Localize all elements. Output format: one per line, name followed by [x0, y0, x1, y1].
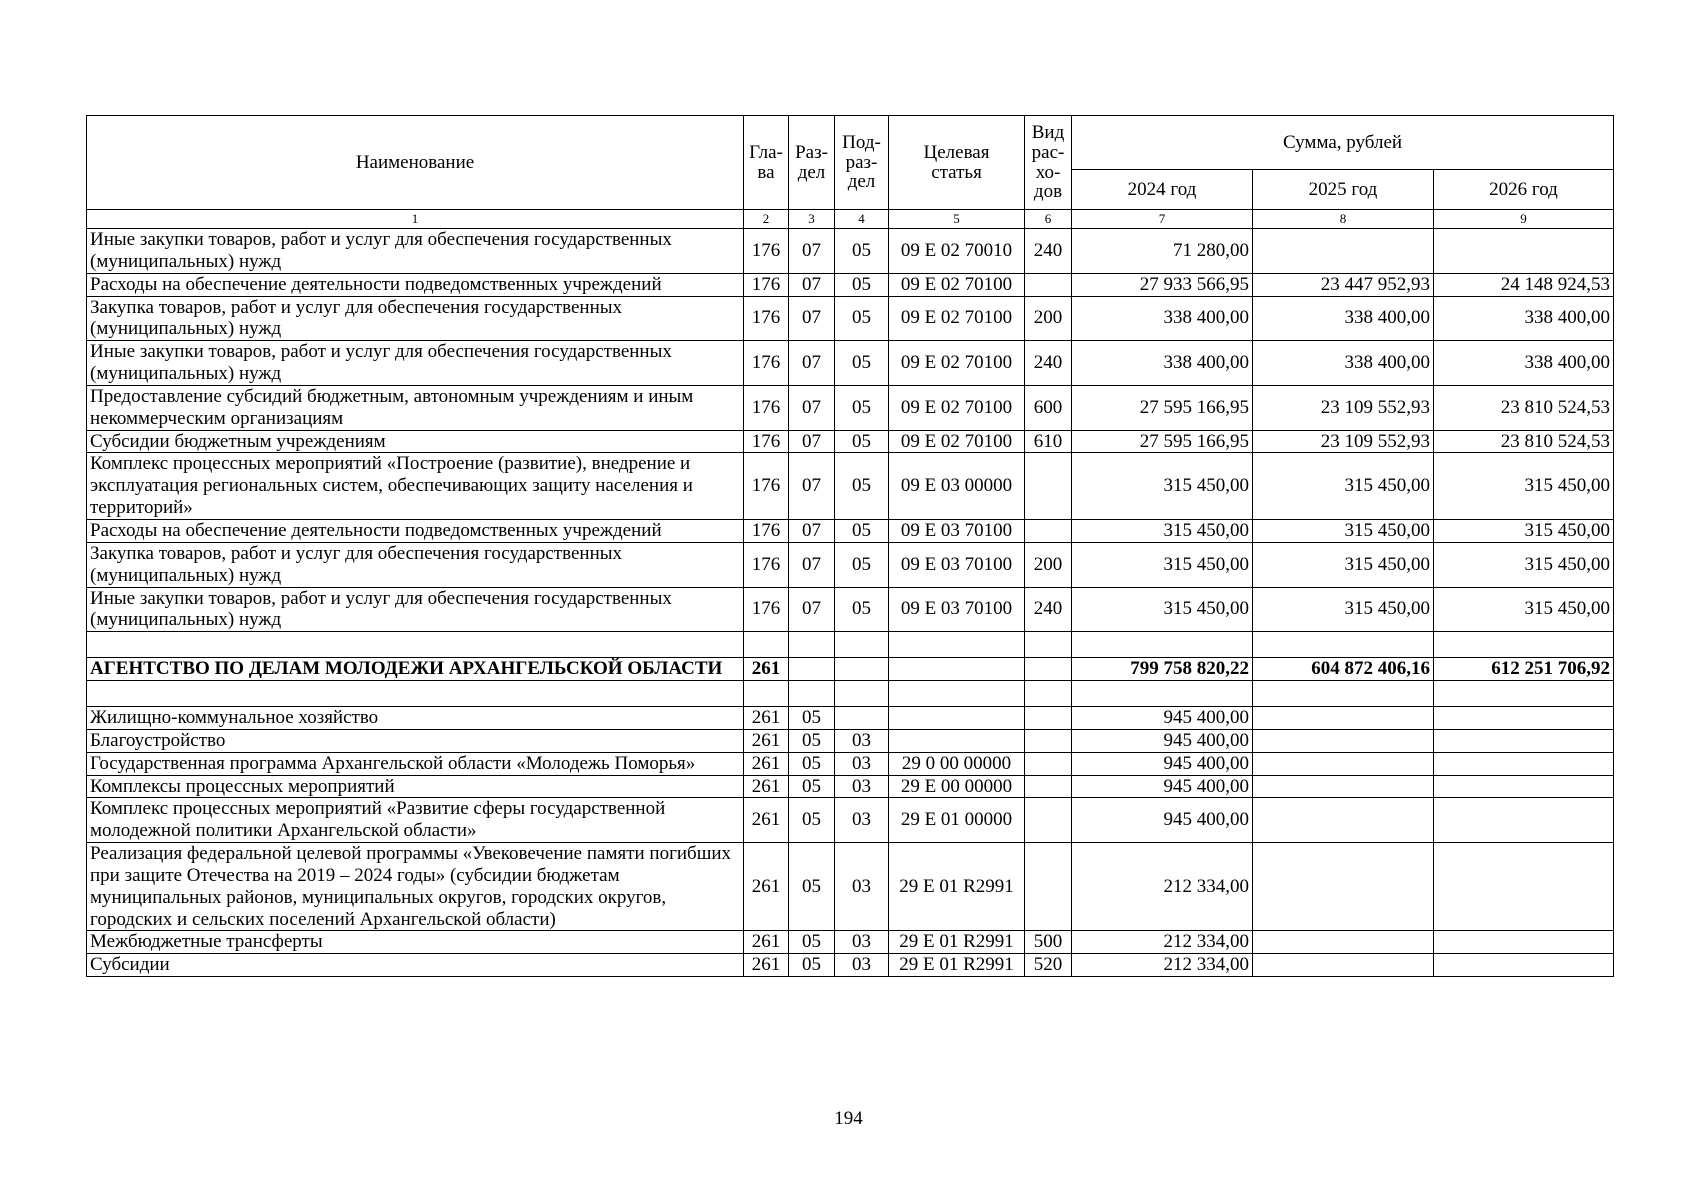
- row-sum-2025: [1253, 843, 1434, 931]
- row-vid: [1025, 681, 1072, 707]
- row-name: Иные закупки товаров, работ и услуг для обеспечения государственных (муниципальных) нужд: [87, 341, 744, 386]
- table-row: [87, 587, 1614, 632]
- row-target: 09 Е 03 70100: [889, 542, 1025, 587]
- row-sum-2026: [1434, 632, 1614, 658]
- row-glava: 176: [744, 587, 789, 632]
- row-sum-2025: 315 450,00: [1253, 587, 1434, 632]
- header-podrazdel: Под- раз- дел: [835, 116, 889, 210]
- table-row: [87, 385, 1614, 430]
- row-sum-2026: [1434, 681, 1614, 707]
- row-sum-2024: 945 400,00: [1072, 729, 1253, 752]
- row-sum-2024: 799 758 820,22: [1072, 658, 1253, 681]
- row-sum-2026: [1434, 752, 1614, 775]
- row-sum-2025: [1253, 798, 1434, 843]
- row-vid: [1025, 453, 1072, 520]
- row-target: 09 Е 03 00000: [889, 453, 1025, 520]
- row-target: 29 Е 01 R2991: [889, 954, 1025, 977]
- row-sum-2024: 338 400,00: [1072, 341, 1253, 386]
- row-sum-2024: 315 450,00: [1072, 519, 1253, 542]
- row-glava: 176: [744, 542, 789, 587]
- row-target: 09 Е 03 70100: [889, 587, 1025, 632]
- row-target: 09 Е 02 70010: [889, 229, 1025, 274]
- spacer-row: [87, 681, 1614, 707]
- row-sum-2024: 315 450,00: [1072, 453, 1253, 520]
- header-target: Целевая статья: [889, 116, 1025, 210]
- header-2025: 2025 год: [1253, 170, 1434, 210]
- row-razdel: 07: [789, 430, 835, 453]
- header-vid: Вид рас- хо- дов: [1025, 116, 1072, 210]
- table-row: [87, 931, 1614, 954]
- row-name: АГЕНТСТВО ПО ДЕЛАМ МОЛОДЕЖИ АРХАНГЕЛЬСКОЙ ОБЛАСТИ: [87, 658, 744, 681]
- row-target: 09 Е 02 70100: [889, 273, 1025, 296]
- row-sum-2025: [1253, 707, 1434, 730]
- table-row: [87, 843, 1614, 931]
- row-glava: 176: [744, 519, 789, 542]
- row-name: Благоустройство: [87, 729, 744, 752]
- row-vid: 520: [1025, 954, 1072, 977]
- row-name: Иные закупки товаров, работ и услуг для обеспечения государственных (муниципальных) нужд: [87, 587, 744, 632]
- row-sum-2024: 945 400,00: [1072, 707, 1253, 730]
- row-name: Расходы на обеспечение деятельности подведомственных учреждений: [87, 519, 744, 542]
- row-vid: 240: [1025, 587, 1072, 632]
- row-name: [87, 632, 744, 658]
- header-summa: Сумма, рублей: [1072, 116, 1614, 170]
- row-podrazdel: 05: [835, 519, 889, 542]
- row-target: 09 Е 02 70100: [889, 341, 1025, 386]
- row-vid: [1025, 707, 1072, 730]
- row-vid: 610: [1025, 430, 1072, 453]
- row-sum-2024: 945 400,00: [1072, 752, 1253, 775]
- row-sum-2024: [1072, 681, 1253, 707]
- row-sum-2024: 27 595 166,95: [1072, 430, 1253, 453]
- row-vid: [1025, 729, 1072, 752]
- table-row: [87, 519, 1614, 542]
- row-podrazdel: [835, 632, 889, 658]
- row-sum-2026: [1434, 954, 1614, 977]
- row-vid: [1025, 752, 1072, 775]
- row-sum-2025: [1253, 632, 1434, 658]
- row-vid: [1025, 273, 1072, 296]
- row-sum-2025: 23 109 552,93: [1253, 430, 1434, 453]
- row-target: 29 Е 01 00000: [889, 798, 1025, 843]
- row-glava: 261: [744, 707, 789, 730]
- row-name: Жилищно-коммунальное хозяйство: [87, 707, 744, 730]
- table-row: [87, 658, 1614, 681]
- row-glava: 261: [744, 798, 789, 843]
- row-name: Комплексы процессных мероприятий: [87, 775, 744, 798]
- row-sum-2025: [1253, 775, 1434, 798]
- row-sum-2026: [1434, 798, 1614, 843]
- row-razdel: 05: [789, 843, 835, 931]
- row-sum-2024: 27 933 566,95: [1072, 273, 1253, 296]
- row-target: [889, 681, 1025, 707]
- row-razdel: [789, 632, 835, 658]
- header-2026: 2026 год: [1434, 170, 1614, 210]
- row-podrazdel: 03: [835, 931, 889, 954]
- row-glava: 261: [744, 658, 789, 681]
- row-sum-2026: [1434, 707, 1614, 730]
- row-sum-2026: 338 400,00: [1434, 341, 1614, 386]
- table-row: [87, 729, 1614, 752]
- row-razdel: 05: [789, 931, 835, 954]
- row-sum-2024: 945 400,00: [1072, 798, 1253, 843]
- row-sum-2025: [1253, 729, 1434, 752]
- row-sum-2026: [1434, 843, 1614, 931]
- row-sum-2026: [1434, 931, 1614, 954]
- row-sum-2025: 315 450,00: [1253, 453, 1434, 520]
- row-podrazdel: 03: [835, 752, 889, 775]
- budget-table: [86, 115, 1614, 977]
- row-razdel: 05: [789, 775, 835, 798]
- row-sum-2025: 23 447 952,93: [1253, 273, 1434, 296]
- row-target: [889, 707, 1025, 730]
- row-target: 09 Е 03 70100: [889, 519, 1025, 542]
- header-2024: 2024 год: [1072, 170, 1253, 210]
- row-glava: 261: [744, 843, 789, 931]
- row-sum-2024: 315 450,00: [1072, 542, 1253, 587]
- row-sum-2026: 315 450,00: [1434, 453, 1614, 520]
- row-razdel: 07: [789, 587, 835, 632]
- row-sum-2026: 315 450,00: [1434, 519, 1614, 542]
- row-podrazdel: 05: [835, 430, 889, 453]
- header-name: Наименование: [87, 116, 744, 210]
- row-podrazdel: 05: [835, 542, 889, 587]
- table-row: [87, 229, 1614, 274]
- row-sum-2025: [1253, 931, 1434, 954]
- row-target: 29 Е 01 R2991: [889, 843, 1025, 931]
- row-vid: [1025, 775, 1072, 798]
- row-sum-2025: 315 450,00: [1253, 542, 1434, 587]
- row-vid: [1025, 798, 1072, 843]
- row-name: [87, 681, 744, 707]
- row-sum-2025: [1253, 229, 1434, 274]
- row-target: 09 Е 02 70100: [889, 430, 1025, 453]
- row-target: 09 Е 02 70100: [889, 296, 1025, 341]
- row-glava: 261: [744, 931, 789, 954]
- row-podrazdel: 05: [835, 296, 889, 341]
- row-name: Межбюджетные трансферты: [87, 931, 744, 954]
- row-razdel: 07: [789, 542, 835, 587]
- row-glava: 176: [744, 296, 789, 341]
- row-target: [889, 658, 1025, 681]
- row-razdel: 05: [789, 954, 835, 977]
- row-podrazdel: [835, 658, 889, 681]
- row-sum-2025: [1253, 681, 1434, 707]
- row-name: Закупка товаров, работ и услуг для обеспечения государственных (муниципальных) нужд: [87, 296, 744, 341]
- row-vid: 200: [1025, 296, 1072, 341]
- row-podrazdel: 05: [835, 341, 889, 386]
- row-razdel: [789, 658, 835, 681]
- row-target: 29 0 00 00000: [889, 752, 1025, 775]
- row-sum-2026: 23 810 524,53: [1434, 385, 1614, 430]
- row-razdel: 05: [789, 752, 835, 775]
- row-sum-2025: 338 400,00: [1253, 296, 1434, 341]
- table-row: [87, 707, 1614, 730]
- header-razdel: Раз- дел: [789, 116, 835, 210]
- row-vid: [1025, 658, 1072, 681]
- row-razdel: 07: [789, 296, 835, 341]
- row-razdel: 07: [789, 385, 835, 430]
- row-sum-2026: [1434, 229, 1614, 274]
- row-name: Субсидии бюджетным учреждениям: [87, 430, 744, 453]
- row-name: Комплекс процессных мероприятий «Развитие сферы государственной молодежной политики Архангельской области»: [87, 798, 744, 843]
- row-glava: 176: [744, 341, 789, 386]
- table-row: [87, 453, 1614, 520]
- row-sum-2025: [1253, 954, 1434, 977]
- page-number: 194: [834, 1108, 863, 1129]
- row-name: Реализация федеральной целевой программы «Увековечение памяти погибших при защите Отечества на 2019 – 2024 годы» (субсидии бюджетам муниципальных районов, муниципальных округов, городских округов, городских и сельских поселений Архангельской области): [87, 843, 744, 931]
- row-razdel: 07: [789, 341, 835, 386]
- table-row: [87, 542, 1614, 587]
- table-row: [87, 341, 1614, 386]
- header-glava: Гла- ва: [744, 116, 789, 210]
- col-num: 3: [789, 210, 835, 229]
- row-sum-2025: [1253, 752, 1434, 775]
- row-glava: 261: [744, 954, 789, 977]
- row-razdel: 07: [789, 519, 835, 542]
- spacer-row: [87, 632, 1614, 658]
- row-glava: 261: [744, 752, 789, 775]
- row-sum-2024: [1072, 632, 1253, 658]
- row-sum-2026: 315 450,00: [1434, 587, 1614, 632]
- row-sum-2026: [1434, 729, 1614, 752]
- row-target: [889, 632, 1025, 658]
- row-sum-2025: 315 450,00: [1253, 519, 1434, 542]
- table-body: [87, 229, 1614, 977]
- col-num: 8: [1253, 210, 1434, 229]
- row-sum-2026: 612 251 706,92: [1434, 658, 1614, 681]
- row-podrazdel: 05: [835, 273, 889, 296]
- row-target: 29 Е 01 R2991: [889, 931, 1025, 954]
- table-row: [87, 430, 1614, 453]
- row-podrazdel: 03: [835, 954, 889, 977]
- row-vid: [1025, 519, 1072, 542]
- row-vid: [1025, 843, 1072, 931]
- row-glava: 176: [744, 430, 789, 453]
- row-glava: 176: [744, 453, 789, 520]
- col-num: 7: [1072, 210, 1253, 229]
- row-sum-2024: 71 280,00: [1072, 229, 1253, 274]
- row-target: [889, 729, 1025, 752]
- row-podrazdel: 05: [835, 453, 889, 520]
- row-razdel: 05: [789, 707, 835, 730]
- row-name: Иные закупки товаров, работ и услуг для обеспечения государственных (муниципальных) нужд: [87, 229, 744, 274]
- row-sum-2025: 23 109 552,93: [1253, 385, 1434, 430]
- table-row: [87, 775, 1614, 798]
- row-vid: 200: [1025, 542, 1072, 587]
- row-podrazdel: 03: [835, 775, 889, 798]
- row-podrazdel: [835, 707, 889, 730]
- row-podrazdel: [835, 681, 889, 707]
- col-num: 9: [1434, 210, 1614, 229]
- row-target: 09 Е 02 70100: [889, 385, 1025, 430]
- table-row: [87, 296, 1614, 341]
- row-sum-2024: 212 334,00: [1072, 954, 1253, 977]
- row-target: 29 Е 00 00000: [889, 775, 1025, 798]
- row-glava: 261: [744, 775, 789, 798]
- row-sum-2025: 604 872 406,16: [1253, 658, 1434, 681]
- row-sum-2025: 338 400,00: [1253, 341, 1434, 386]
- row-podrazdel: 03: [835, 729, 889, 752]
- row-podrazdel: 05: [835, 587, 889, 632]
- row-name: Государственная программа Архангельской области «Молодежь Поморья»: [87, 752, 744, 775]
- row-name: Закупка товаров, работ и услуг для обеспечения государственных (муниципальных) нужд: [87, 542, 744, 587]
- table-header: [87, 116, 1614, 229]
- row-podrazdel: 05: [835, 229, 889, 274]
- row-podrazdel: 03: [835, 843, 889, 931]
- row-razdel: 07: [789, 229, 835, 274]
- row-podrazdel: 03: [835, 798, 889, 843]
- table-row: [87, 752, 1614, 775]
- row-razdel: 07: [789, 273, 835, 296]
- row-razdel: 05: [789, 798, 835, 843]
- row-razdel: [789, 681, 835, 707]
- col-num: 5: [889, 210, 1025, 229]
- row-podrazdel: 05: [835, 385, 889, 430]
- row-vid: 500: [1025, 931, 1072, 954]
- table-row: [87, 798, 1614, 843]
- col-num: 4: [835, 210, 889, 229]
- col-num: 6: [1025, 210, 1072, 229]
- row-glava: [744, 632, 789, 658]
- row-sum-2024: 315 450,00: [1072, 587, 1253, 632]
- col-num: 1: [87, 210, 744, 229]
- row-name: Расходы на обеспечение деятельности подведомственных учреждений: [87, 273, 744, 296]
- row-sum-2024: 945 400,00: [1072, 775, 1253, 798]
- row-vid: 240: [1025, 229, 1072, 274]
- row-sum-2024: 338 400,00: [1072, 296, 1253, 341]
- row-glava: 176: [744, 385, 789, 430]
- row-sum-2026: 315 450,00: [1434, 542, 1614, 587]
- row-vid: [1025, 632, 1072, 658]
- row-sum-2026: 24 148 924,53: [1434, 273, 1614, 296]
- table-row: [87, 954, 1614, 977]
- row-sum-2026: 338 400,00: [1434, 296, 1614, 341]
- row-glava: 176: [744, 229, 789, 274]
- row-name: Субсидии: [87, 954, 744, 977]
- row-sum-2024: 212 334,00: [1072, 931, 1253, 954]
- row-name: Предоставление субсидий бюджетным, автономным учреждениям и иным некоммерческим организациям: [87, 385, 744, 430]
- col-num: 2: [744, 210, 789, 229]
- row-razdel: 07: [789, 453, 835, 520]
- row-sum-2026: [1434, 775, 1614, 798]
- row-razdel: 05: [789, 729, 835, 752]
- row-sum-2024: 212 334,00: [1072, 843, 1253, 931]
- row-vid: 240: [1025, 341, 1072, 386]
- row-sum-2024: 27 595 166,95: [1072, 385, 1253, 430]
- row-name: Комплекс процессных мероприятий «Построение (развитие), внедрение и эксплуатация региональных систем, обеспечивающих защиту населения и территорий»: [87, 453, 744, 520]
- table-row: [87, 273, 1614, 296]
- row-glava: 176: [744, 273, 789, 296]
- column-numbers: [87, 210, 1614, 229]
- row-glava: 261: [744, 729, 789, 752]
- row-sum-2026: 23 810 524,53: [1434, 430, 1614, 453]
- row-glava: [744, 681, 789, 707]
- row-vid: 600: [1025, 385, 1072, 430]
